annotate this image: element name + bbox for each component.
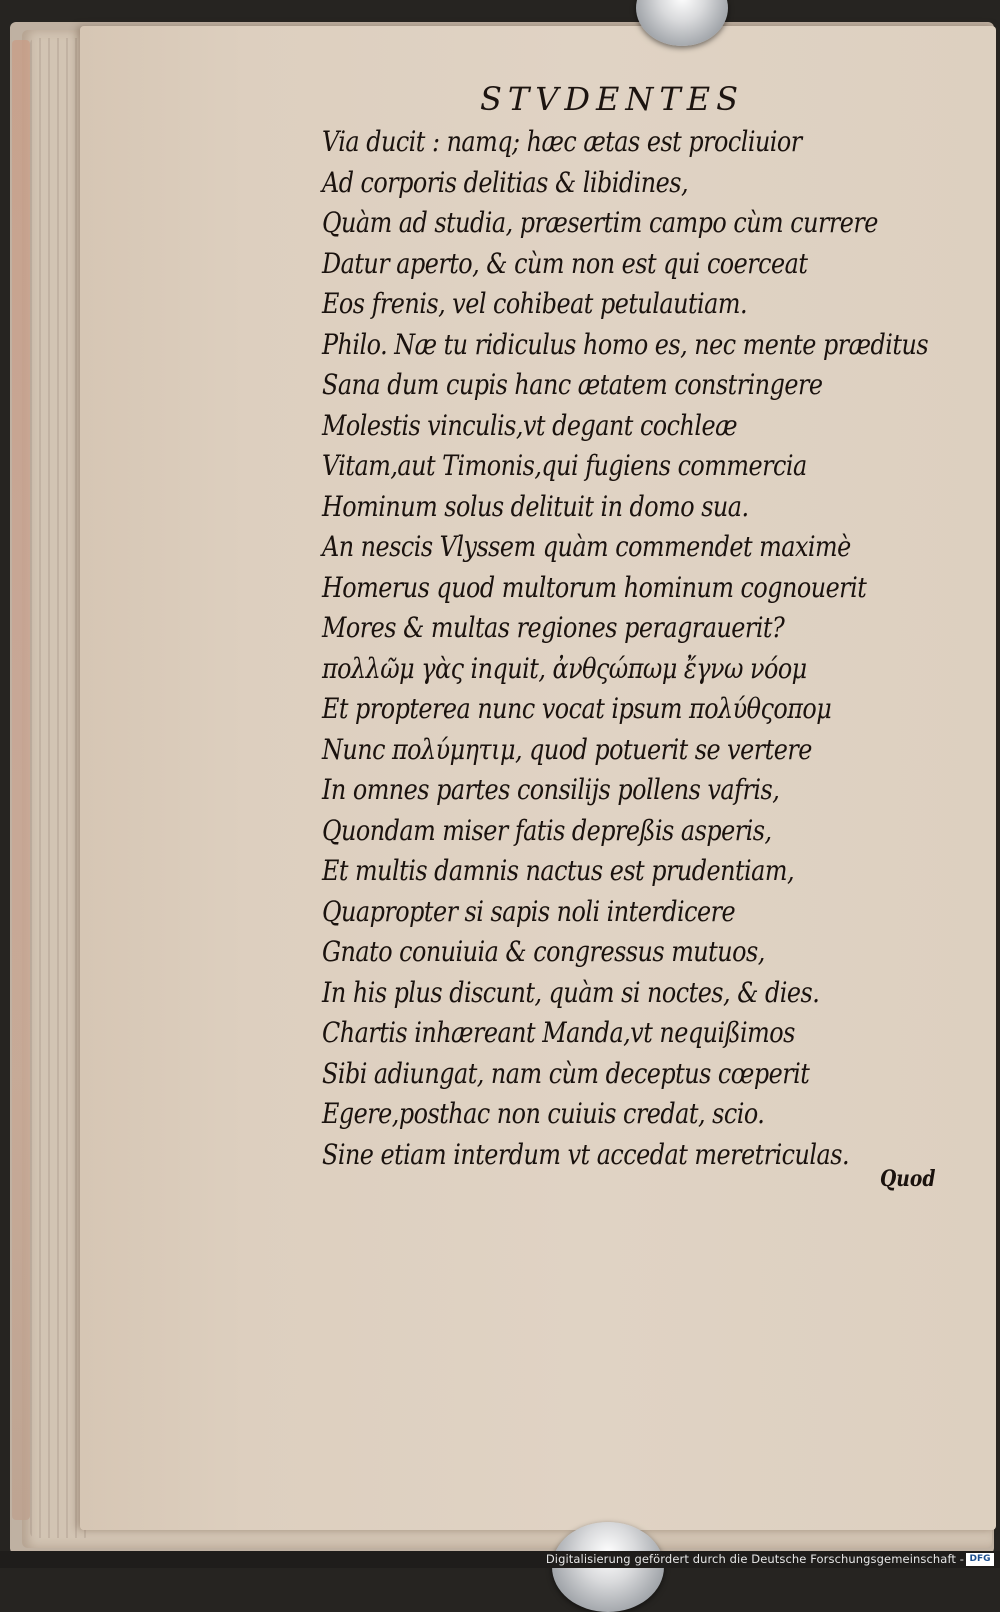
verse-line: Molestis vinculis,vt degant cochleæ bbox=[322, 408, 738, 442]
verse-line: Nunc πολύμητιμ, quod potuerit se vertere bbox=[322, 732, 812, 766]
footer-credit: Digitalisierung gefördert durch die Deutsche Forschungsgemeinschaft - bbox=[545, 1552, 964, 1566]
verse-line: Mores & multas regiones peragrauerit? bbox=[322, 611, 785, 644]
verse-line: Via ducit : namq; hæc ætas est procliuior bbox=[322, 125, 802, 158]
verse-line: An nescis Vlyssem quàm commendet maximè bbox=[322, 530, 851, 563]
verse-line: Sana dum cupis hanc ætatem constringere bbox=[322, 368, 823, 401]
verse-line: Et propterea nunc vocat ipsum πολύθςοπομ bbox=[322, 692, 832, 725]
verse-line: Datur aperto, & cùm non est qui coerceat bbox=[322, 246, 808, 280]
verse-line: Egere,posthac non cuiuis credat, scio. bbox=[322, 1097, 765, 1130]
verse-line: Homerus quod multorum hominum cognouerit bbox=[322, 570, 867, 604]
verse-line: Chartis inhæreant Manda,vt nequißimos bbox=[322, 1016, 795, 1049]
verse-line: Sine etiam interdum vt accedat meretriculas. bbox=[322, 1137, 850, 1171]
verse-line: πολλῶμ γὰς inquit, ἀνθςώπωμ ἔγνω νόομ bbox=[322, 651, 807, 685]
verse-line: Gnato conuiuia & congressus mutuos, bbox=[322, 935, 765, 968]
verse-line: Quondam miser fatis depreßis asperis, bbox=[322, 813, 772, 847]
verse-line: Hominum solus delituit in domo sua. bbox=[322, 489, 749, 523]
catchword: Quod bbox=[880, 1166, 936, 1192]
verse-line: Eos frenis, vel cohibeat petulautiam. bbox=[322, 287, 748, 320]
verse-text-block bbox=[322, 122, 962, 1175]
verse-line: Philo. Næ tu ridiculus homo es, nec mente præditus bbox=[322, 327, 929, 361]
verse-line: Et multis damnis nactus est prudentiam, bbox=[322, 854, 795, 887]
dfg-logo-icon: DFG bbox=[966, 1553, 994, 1566]
page-edge-tint bbox=[12, 40, 30, 1520]
verse-line: Vitam,aut Timonis,qui fugiens commercia bbox=[322, 449, 807, 482]
verse-line: Sibi adiungat, nam cùm deceptus cœperit bbox=[322, 1056, 810, 1090]
running-head: STVDENTES bbox=[480, 80, 745, 118]
verse-line: Quàm ad studia, præsertim campo cùm currere bbox=[322, 206, 878, 239]
verse-line: Ad corporis delitias & libidines, bbox=[322, 165, 689, 199]
verse-line: In omnes partes consilijs pollens vafris, bbox=[322, 773, 780, 806]
verse-line: In his plus discunt, quàm si noctes, & dies. bbox=[322, 975, 820, 1009]
verse-line: Quapropter si sapis noli interdicere bbox=[322, 894, 736, 928]
